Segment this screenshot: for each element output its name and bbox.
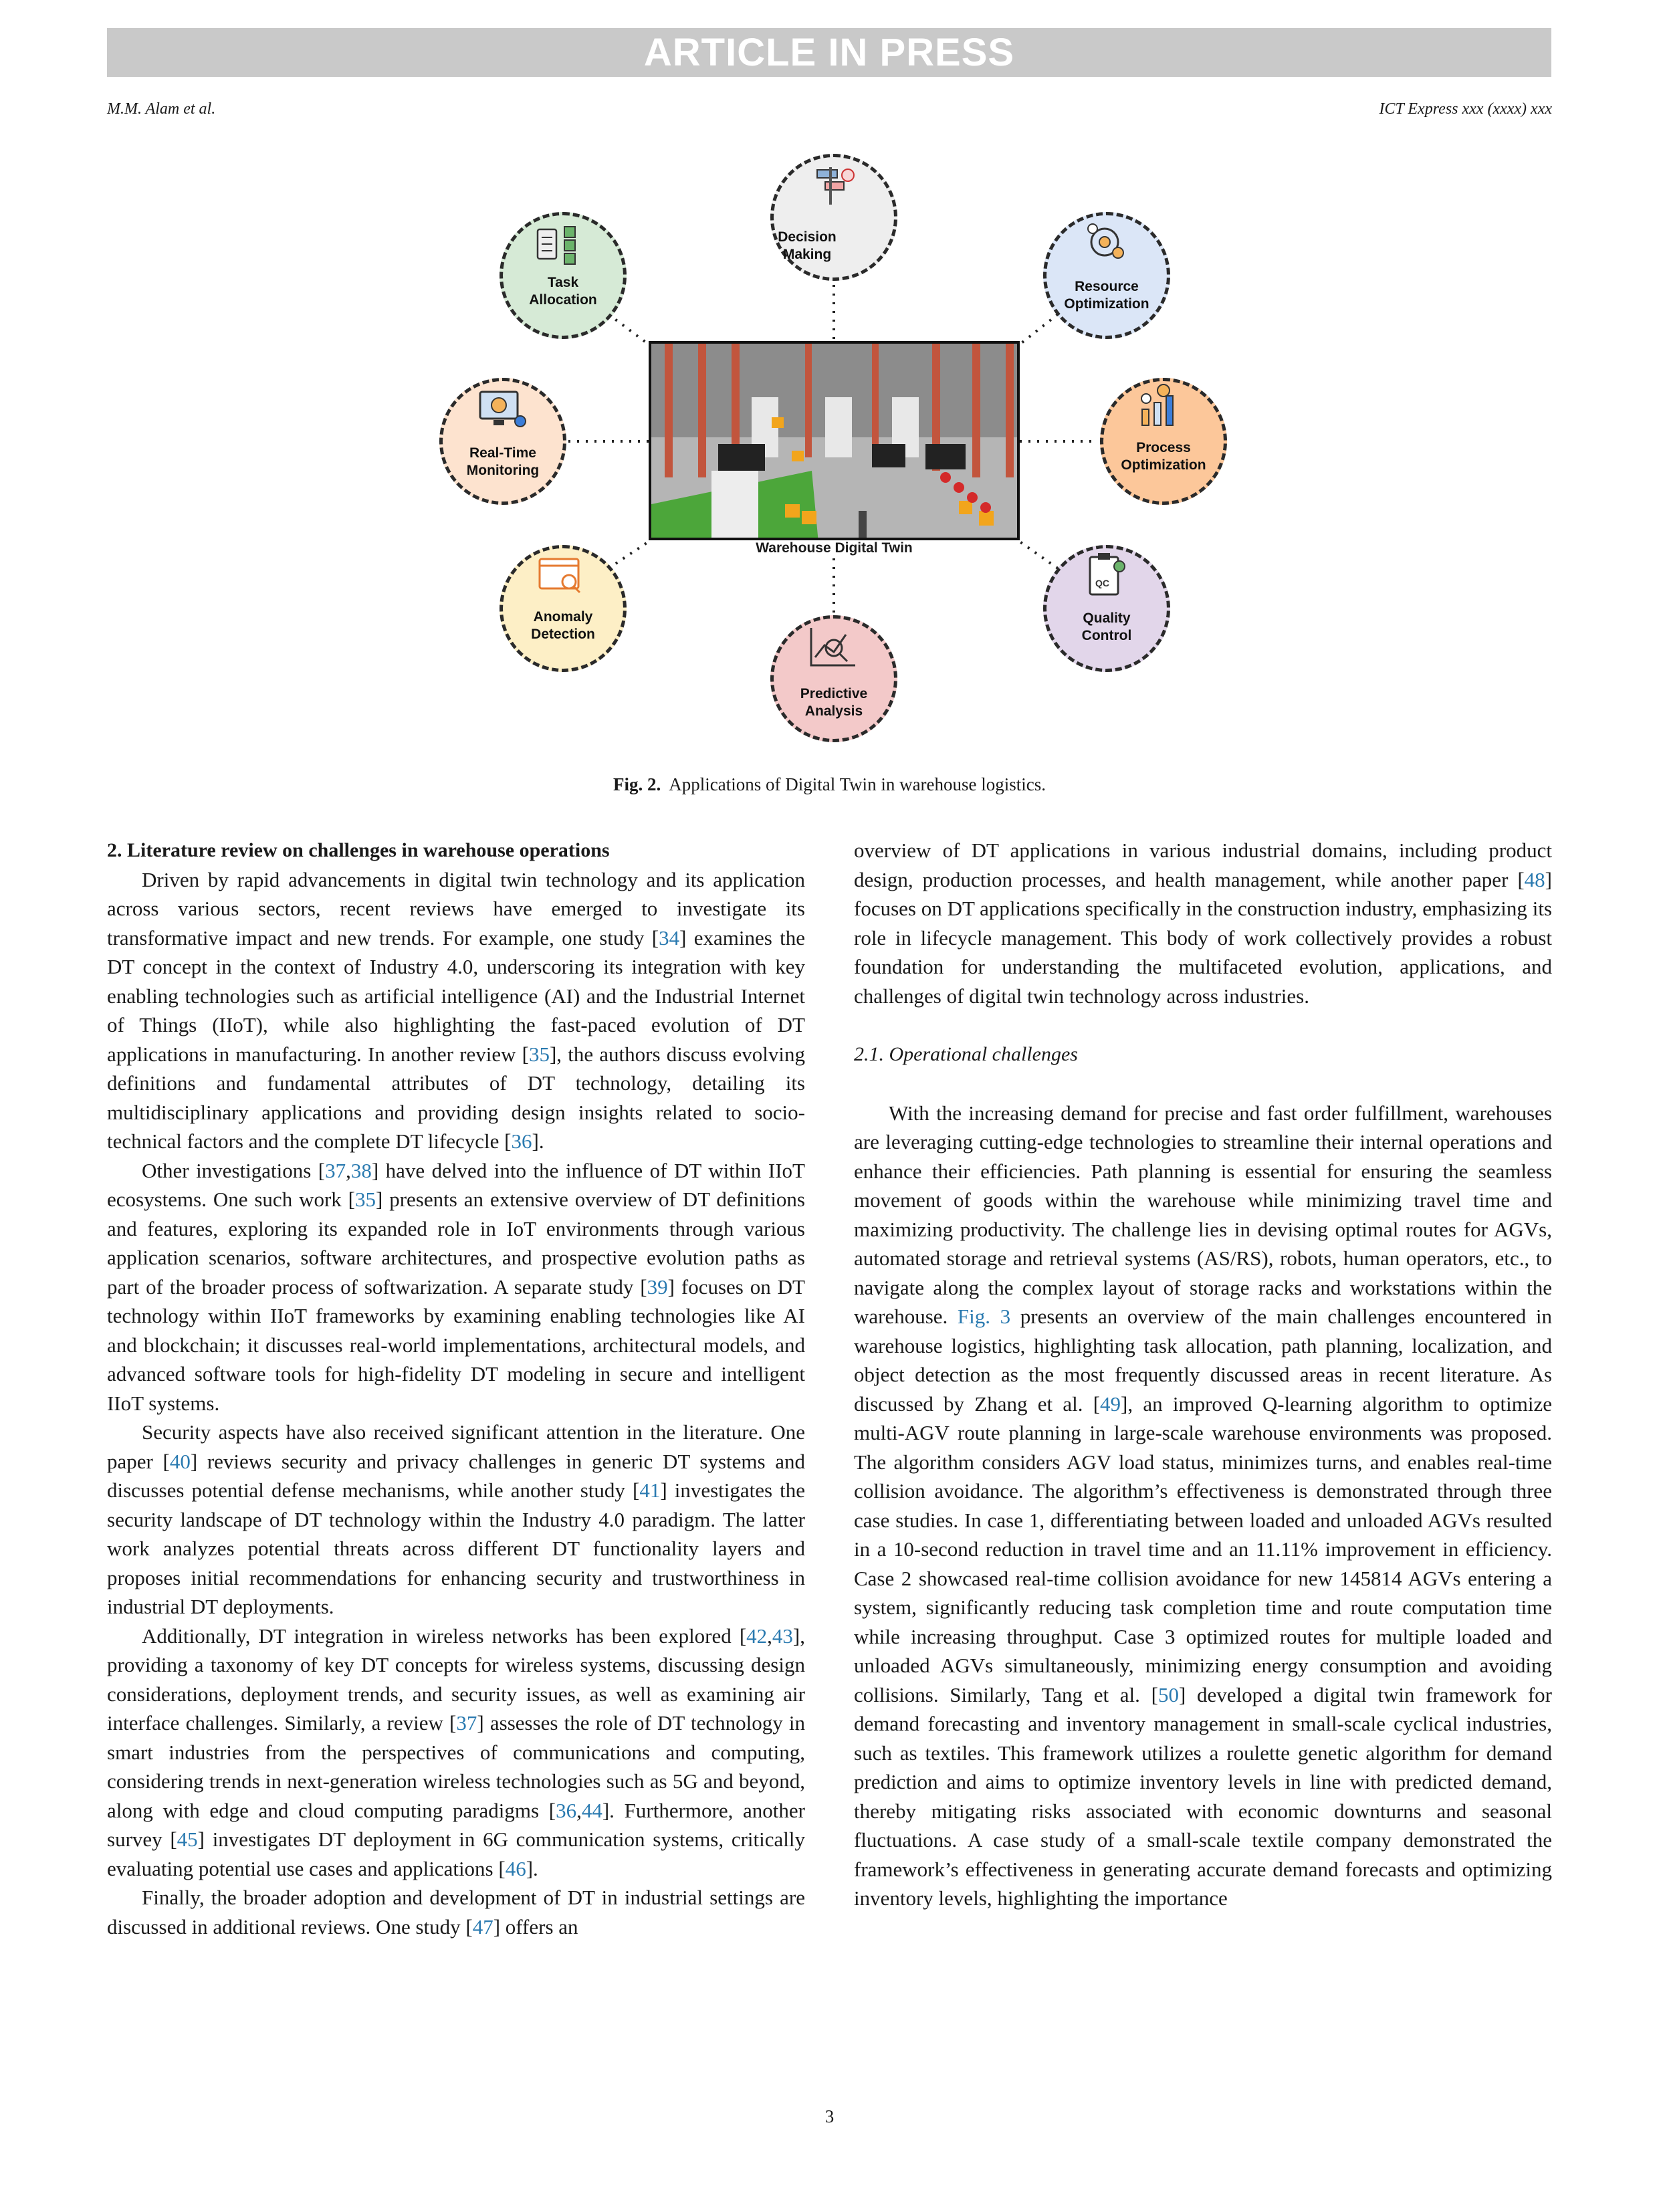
citation-link[interactable]: 42 <box>746 1624 768 1648</box>
citation-link[interactable]: 48 <box>1524 867 1545 891</box>
citation-link[interactable]: 44 <box>581 1798 602 1822</box>
citation-link[interactable]: 39 <box>647 1275 668 1299</box>
citation-link[interactable]: 49 <box>1100 1392 1121 1416</box>
real-time-monitoring-label: Real-Time Monitoring <box>466 445 540 478</box>
citation-link[interactable]: 50 <box>1157 1682 1179 1706</box>
citation-link[interactable]: 41 <box>639 1478 661 1502</box>
left-paragraph-4: Additionally, DT integration in wireless networks has been explored [42,43], providing a taxonomy of key DT concepts for wireless systems, discussing design considerations, deployment trends, and security issues, as well as examining air interface challenges. Similarly, a review [37] assesses the role of DT technology in smart industries from the perspectives of communications and computing, considering trends in next-generation wireless technologies such as 5G and beyond, along with edge and cloud computing paradigms [36,44]. Furthermore, another survey [45] investigates DT deployment in 6G communication systems, critically evaluating potential use cases and applications [46]. <box>107 1624 805 1880</box>
task-allocation-label: Task Allocation <box>529 275 597 308</box>
clipboard-qc-icon <box>1083 552 1130 598</box>
quality-control-label: Quality Control <box>1081 611 1132 643</box>
right-paragraph-2: With the increasing demand for precise and fast order fulfillment, warehouses are leveraging cutting-edge technologies to streamline their internal operations and enhance their efficiencies. Path planning is essential for ensuring the seamless movement of goods within the warehouse while minimizing travel time and maximizing productivity. The challenge lies in devising optimal routes for AGVs, automated storage and retrieval systems (AS/RS), robots, human operators, etc., to navigate along the complex layout of storage racks and workstations within the warehouse. Fig. 3 presents an overview of the main challenges encountered in warehouse logistics, highlighting task allocation, path planning, localization, and object detection as the most frequently discussed areas in recent literature. As discussed by Zhang et al. [49], an improved Q-learning algorithm to optimize multi-AGV route planning in large-scale warehouse environments was proposed. The algorithm considers AGV load status, minimizes turns, and enables real-time collision avoidance. The algorithm’s effectiveness is demonstrated through three case studies. In case 1, differentiating between loaded and unloaded AGVs resulted in a 10-second reduction in travel time and an 11.11% improvement in efficiency. Case 2 showcased real-time collision avoidance for new 145814 AGVs entering a system, significantly reducing task completion time and route computation time while increasing throughput. Case 3 optimized routes for multiple loaded and unloaded AGVs simultaneously, minimizing energy consumption and avoiding collisions. Similarly, Tang et al. [50] developed a digital twin framework for demand forecasting and inventory management in small-scale cyclical industries, such as textiles. This framework utilizes a roulette genetic algorithm for demand prediction and aims to optimize inventory levels in line with predicted demand, thereby mitigating risks associated with economic downturns and seasonal fluctuations. A case study of a small-scale textile company demonstrated the framework’s effectiveness in generating accurate demand forecasts and optimizing inventory levels, highlighting the importance <box>854 1101 1552 1910</box>
left-paragraph-3: Security aspects have also received significant attention in the literature. One paper [40] reviews security and privacy challenges in generic DT systems and discusses potential defense mechanisms, while another study [41] investigates the security landscape of DT technology within the Industry 4.0 paradigm. The latter work analyzes potential threats across different DT functionality layers and proposes initial recommendations for enhancing security and trustworthiness in industrial DT deployments. <box>107 1420 805 1618</box>
citation-link[interactable]: 47 <box>472 1914 493 1939</box>
citation-link[interactable]: 34 <box>659 925 680 950</box>
citation-link[interactable]: 36 <box>511 1129 532 1153</box>
checklist-icon <box>535 224 588 271</box>
left-column <box>107 836 805 1941</box>
predictive-chart-icon <box>807 625 861 672</box>
right-paragraph-1: overview of DT applications in various industrial domains, including product design, production processes, and health management, while another paper [48] focuses on DT applications specifically in the construction industry, emphasizing its role in lifecycle management. This body of work collectively provides a robust foundation for understanding the multifaceted evolution, applications, and challenges of digital twin technology across industries. <box>854 839 1552 1008</box>
signpost-icon <box>810 166 857 206</box>
right-column <box>854 836 1552 1913</box>
citation-link[interactable]: 46 <box>505 1856 526 1880</box>
qc-icon-text: QC <box>1095 578 1109 588</box>
left-paragraph-5: Finally, the broader adoption and development of DT in industrial settings are discussed in additional reviews. One study [47] offers an <box>107 1886 805 1939</box>
subsection-2-1-title: 2.1. Operational challenges <box>854 1043 1078 1065</box>
citation-link[interactable]: 37 <box>456 1711 477 1735</box>
anomaly-detection-label: Anomaly Detection <box>531 609 595 642</box>
resource-optimization-label: Resource Optimization <box>1064 279 1149 312</box>
figure-caption-label: Fig. 2. <box>613 774 661 794</box>
left-paragraph-2: Other investigations [37,38] have delved into the influence of DT within IIoT ecosystems. One such work [35] presents an extensive overview of DT definitions and features, exploring its expanded role in IoT environments through various application scenarios, software architectures, and prospective evolution paths as part of the broader process of softwarization. A separate study [39] focuses on DT technology within IIoT frameworks by examining enabling technologies like AI and blockchain; it discusses real-world implementations, architectural models, and advanced software tools for high-fidelity DT modeling in secure and intelligent IIoT systems. <box>107 1158 805 1415</box>
left-paragraph-1: Driven by rapid advancements in digital twin technology and its application across various sectors, recent reviews have emerged to investigate its transformative impact and new trends. For example, one study [34] examines the DT concept in the context of Industry 4.0, underscoring its integration with key enabling technologies such as artificial intelligence (AI) and the Industrial Internet of Things (IIoT), while also highlighting the fast-paced evolution of DT applications in manufacturing. In another review [35], the authors discuss evolving definitions and fundamental attributes of DT technology, detailing its multidisciplinary applications and providing design insights related to socio-technical factors and the complete DT lifecycle [36]. <box>107 867 805 1153</box>
running-head-authors: M.M. Alam et al. <box>107 100 216 118</box>
process-chart-icon <box>1137 382 1190 429</box>
warehouse-render <box>651 344 1020 540</box>
page-number: 3 <box>824 2106 835 2126</box>
resource-gears-icon <box>1083 221 1130 261</box>
decision-making-label: Decision Making <box>778 229 837 262</box>
citation-link[interactable]: 36 <box>556 1798 577 1822</box>
figure-caption <box>0 774 1659 795</box>
warehouse-digital-twin-image <box>649 341 1020 540</box>
citation-link[interactable]: 45 <box>177 1828 198 1851</box>
citation-link[interactable]: 37 <box>325 1158 346 1182</box>
section-2-title: 2. Literature review on challenges in warehouse operations <box>107 839 610 861</box>
anomaly-magnifier-icon <box>537 556 590 599</box>
citation-link[interactable]: 40 <box>169 1449 191 1473</box>
article-in-press-banner: ARTICLE IN PRESS <box>107 28 1551 77</box>
predictive-analysis-label: Predictive Analysis <box>800 686 868 719</box>
running-head-journal: ICT Express xxx (xxxx) xxx <box>1379 100 1552 118</box>
citation-link[interactable]: 35 <box>528 1042 550 1066</box>
figure-2 <box>401 147 1257 736</box>
warehouse-digital-twin-caption: Warehouse Digital Twin <box>756 540 913 556</box>
citation-link[interactable]: 35 <box>355 1188 376 1211</box>
citation-link[interactable]: 38 <box>350 1158 372 1182</box>
citation-link[interactable]: 43 <box>772 1624 793 1648</box>
figure-caption-text: Applications of Digital Twin in warehouse logistics. <box>669 774 1046 794</box>
figure-3-link[interactable]: Fig. 3 <box>957 1305 1011 1328</box>
monitor-icon <box>476 389 530 433</box>
process-optimization-label: Process Optimization <box>1121 440 1206 473</box>
